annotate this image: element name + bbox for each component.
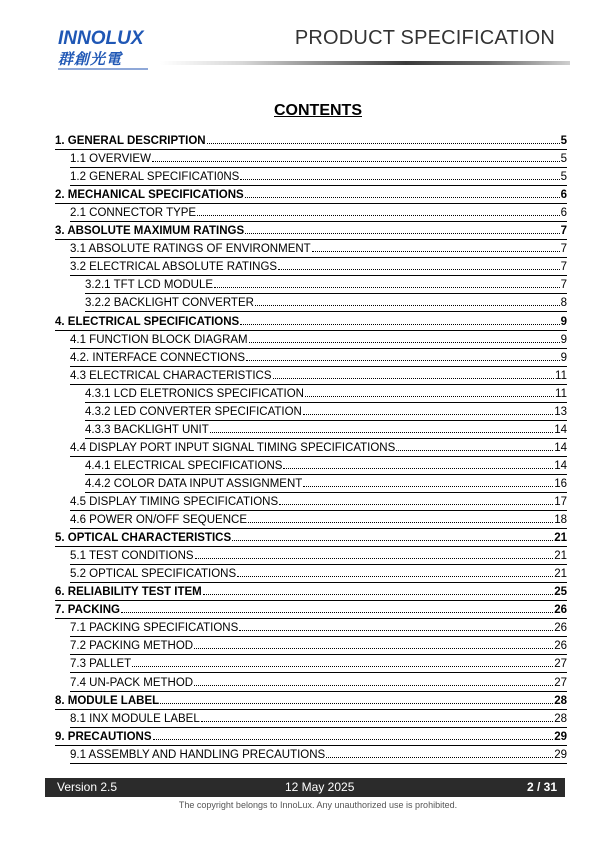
toc-entry-underline bbox=[85, 402, 567, 403]
toc-entry-page: 11 bbox=[555, 369, 567, 382]
toc-entry-title: 7.4 UN-PACK METHOD bbox=[70, 676, 194, 689]
toc-dot-leader bbox=[396, 440, 553, 451]
toc-entry-underline bbox=[55, 546, 567, 547]
toc-entry[interactable] bbox=[55, 711, 567, 725]
toc-entry-underline bbox=[85, 474, 567, 475]
toc-dot-leader bbox=[240, 169, 559, 180]
toc-entry-title: 8. MODULE LABEL bbox=[55, 694, 160, 707]
toc-dot-leader bbox=[152, 151, 560, 162]
toc-entry-underline bbox=[70, 510, 567, 511]
toc-entry-title: 7.1 PACKING SPECIFICATIONS bbox=[70, 622, 239, 635]
innolux-logo bbox=[58, 28, 154, 72]
toc-entry-underline bbox=[70, 456, 567, 457]
toc-entry[interactable] bbox=[55, 440, 567, 454]
toc-entry[interactable] bbox=[55, 747, 567, 761]
toc-entry[interactable] bbox=[55, 314, 567, 328]
toc-entry-title: 4.5 DISPLAY TIMING SPECIFICATIONS bbox=[70, 496, 279, 508]
toc-entry-title: 1. GENERAL DESCRIPTION bbox=[55, 135, 206, 147]
document-title: PRODUCT SPECIFICATION bbox=[294, 27, 555, 49]
toc-entry-underline bbox=[55, 149, 567, 150]
toc-entry-page: 5 bbox=[560, 135, 567, 147]
toc-entry-title: 3.2.2 BACKLIGHT CONVERTER bbox=[85, 297, 254, 310]
toc-entry-page: 18 bbox=[554, 514, 567, 527]
toc-entry-page: 21 bbox=[554, 550, 567, 563]
toc-entry-underline bbox=[55, 709, 567, 710]
toc-dot-leader bbox=[240, 314, 559, 325]
toc-dot-leader bbox=[203, 584, 553, 595]
toc-entry[interactable] bbox=[55, 241, 567, 255]
toc-entry-title: 7.2 PACKING METHOD bbox=[70, 640, 194, 653]
toc-entry-underline bbox=[70, 528, 567, 529]
toc-entry-title: 4.1 FUNCTION BLOCK DIAGRAM bbox=[70, 333, 248, 346]
toc-dot-leader bbox=[255, 295, 560, 306]
toc-dot-leader bbox=[121, 602, 553, 613]
toc-entry-underline bbox=[70, 636, 567, 637]
toc-entry[interactable] bbox=[55, 169, 567, 183]
toc-entry-page: 14 bbox=[554, 423, 567, 436]
toc-entry-page: 5 bbox=[560, 153, 567, 166]
toc-entry-title: 2. MECHANICAL SPECIFICATIONS bbox=[55, 189, 244, 202]
toc-entry[interactable] bbox=[55, 350, 567, 364]
toc-dot-leader bbox=[303, 404, 553, 415]
toc-entry[interactable] bbox=[55, 476, 567, 490]
toc-entry-page: 13 bbox=[554, 405, 567, 418]
toc-entry-title: 9.1 ASSEMBLY AND HANDLING PRECAUTIONS bbox=[70, 748, 326, 761]
toc-entry-underline bbox=[85, 438, 567, 439]
toc-entry-title: 4. ELECTRICAL SPECIFICATIONS bbox=[55, 315, 240, 328]
toc-entry-underline bbox=[55, 618, 567, 619]
toc-entry[interactable] bbox=[55, 638, 567, 652]
copyright-notice: The copyright belongs to InnoLux. Any unauthorized use is prohibited. bbox=[178, 800, 458, 810]
toc-entry-title: 5.2 OPTICAL SPECIFICATIONS bbox=[70, 568, 237, 581]
toc-entry-page: 7 bbox=[560, 279, 567, 292]
toc-entry-page: 27 bbox=[554, 658, 567, 671]
toc-entry-underline bbox=[70, 763, 567, 764]
logo-chinese-wordmark: 群創光電 bbox=[58, 50, 148, 70]
toc-entry[interactable] bbox=[55, 133, 567, 147]
toc-entry[interactable] bbox=[55, 422, 567, 436]
toc-entry[interactable] bbox=[55, 530, 567, 544]
toc-entry[interactable] bbox=[55, 332, 567, 346]
toc-entry-page: 27 bbox=[554, 676, 567, 689]
toc-dot-leader bbox=[279, 494, 553, 505]
toc-entry[interactable] bbox=[55, 548, 567, 562]
toc-entry[interactable] bbox=[55, 205, 567, 219]
toc-entry[interactable] bbox=[55, 620, 567, 634]
toc-dot-leader bbox=[195, 548, 554, 559]
toc-dot-leader bbox=[245, 223, 559, 234]
toc-dot-leader bbox=[194, 638, 553, 649]
toc-entry-page: 11 bbox=[555, 387, 567, 400]
toc-dot-leader bbox=[249, 332, 560, 343]
footer-page-number: 2 / 31 bbox=[526, 780, 557, 794]
toc-entry-title: 5.1 TEST CONDITIONS bbox=[70, 550, 194, 563]
toc-entry-title: 4.6 POWER ON/OFF SEQUENCE bbox=[70, 514, 247, 527]
toc-entry-page: 16 bbox=[554, 477, 567, 490]
toc-entry-title: 4.3 ELECTRICAL CHARACTERISTICS bbox=[70, 369, 272, 382]
toc-entry-underline bbox=[70, 384, 567, 385]
toc-entry[interactable] bbox=[55, 693, 567, 707]
toc-entry[interactable] bbox=[55, 277, 567, 291]
toc-entry-title: 4.4.2 COLOR DATA INPUT ASSIGNMENT bbox=[85, 477, 303, 490]
toc-entry-underline bbox=[70, 348, 567, 349]
toc-entry-title: 2.1 CONNECTOR TYPE bbox=[70, 207, 197, 220]
toc-entry-underline bbox=[70, 691, 567, 692]
toc-entry-underline bbox=[70, 221, 567, 222]
toc-entry-page: 7 bbox=[560, 261, 567, 274]
toc-entry-underline bbox=[85, 311, 567, 312]
toc-entry-underline bbox=[55, 600, 567, 601]
toc-entry-title: 7. PACKING bbox=[55, 604, 120, 617]
toc-entry-page: 5 bbox=[560, 171, 567, 184]
toc-entry-underline bbox=[70, 366, 567, 367]
toc-entry-title: 1.2 GENERAL SPECIFICATI0NS bbox=[70, 171, 240, 184]
toc-entry-page: 21 bbox=[554, 568, 567, 581]
toc-entry-title: 3.1 ABSOLUTE RATINGS OF ENVIRONMENT bbox=[70, 243, 311, 256]
toc-entry-underline bbox=[70, 727, 567, 728]
toc-dot-leader bbox=[326, 747, 553, 758]
toc-entry-page: 17 bbox=[554, 496, 567, 508]
toc-entry-underline bbox=[70, 185, 567, 186]
toc-dot-leader bbox=[278, 259, 560, 270]
toc-entry-page: 28 bbox=[554, 694, 567, 707]
toc-entry[interactable] bbox=[55, 259, 567, 273]
toc-dot-leader bbox=[245, 187, 560, 198]
toc-entry[interactable] bbox=[55, 151, 567, 165]
toc-entry-title: 4.3.2 LED CONVERTER SPECIFICATION bbox=[85, 405, 302, 418]
toc-entry-underline bbox=[70, 167, 567, 168]
toc-entry-page: 25 bbox=[554, 586, 567, 599]
toc-dot-leader bbox=[232, 530, 553, 541]
toc-dot-leader bbox=[153, 729, 554, 740]
toc-entry-title: 4.4 DISPLAY PORT INPUT SIGNAL TIMING SPECIFICATIONS bbox=[70, 441, 396, 454]
toc-entry-underline bbox=[85, 492, 567, 493]
toc-dot-leader bbox=[246, 350, 560, 361]
toc-dot-leader bbox=[248, 512, 553, 523]
toc-entry-underline bbox=[70, 672, 567, 673]
toc-entry-page: 14 bbox=[554, 459, 567, 472]
toc-entry-underline bbox=[55, 239, 567, 240]
header-divider bbox=[160, 61, 570, 65]
toc-dot-leader bbox=[194, 675, 553, 686]
contents-heading: CONTENTS bbox=[274, 102, 362, 119]
toc-dot-leader bbox=[207, 133, 560, 144]
toc-entry-title: 6. RELIABILITY TEST ITEM bbox=[55, 586, 202, 599]
toc-entry[interactable] bbox=[55, 187, 567, 201]
toc-entry-page: 6 bbox=[560, 207, 567, 220]
toc-entry[interactable] bbox=[55, 675, 567, 689]
footer-bar bbox=[45, 778, 565, 797]
toc-entry-title: 3. ABSOLUTE MAXIMUM RATINGS bbox=[55, 225, 245, 238]
toc-entry[interactable] bbox=[55, 223, 567, 237]
toc-entry-title: 4.3.1 LCD ELETRONICS SPECIFICATION bbox=[85, 387, 304, 400]
toc-entry-page: 29 bbox=[554, 730, 567, 743]
toc-entry-page: 7 bbox=[560, 243, 567, 256]
toc-entry-page: 9 bbox=[560, 333, 567, 346]
toc-entry-page: 14 bbox=[554, 441, 567, 454]
toc-entry-title: 5. OPTICAL CHARACTERISTICS bbox=[55, 532, 232, 545]
toc-entry-page: 7 bbox=[560, 225, 567, 238]
toc-entry[interactable] bbox=[55, 656, 567, 670]
toc-entry-title: 3.2 ELECTRICAL ABSOLUTE RATINGS bbox=[70, 261, 278, 274]
toc-entry-title: 3.2.1 TFT LCD MODULE bbox=[85, 279, 214, 292]
toc-entry[interactable] bbox=[55, 566, 567, 580]
toc-entry[interactable] bbox=[55, 602, 567, 616]
toc-entry-underline bbox=[55, 330, 567, 331]
toc-dot-leader bbox=[239, 620, 553, 631]
toc-dot-leader bbox=[132, 656, 553, 667]
footer-version: Version 2.5 bbox=[57, 780, 118, 794]
toc-entry-underline bbox=[55, 745, 567, 746]
toc-entry-title: 7.3 PALLET bbox=[70, 658, 132, 671]
toc-entry[interactable] bbox=[55, 295, 567, 309]
toc-dot-leader bbox=[273, 368, 555, 379]
toc-dot-leader bbox=[312, 241, 560, 252]
toc-dot-leader bbox=[201, 711, 553, 722]
toc-entry-underline bbox=[70, 257, 567, 258]
toc-entry[interactable] bbox=[55, 494, 567, 508]
toc-dot-leader bbox=[210, 422, 553, 433]
toc-entry-title: 9. PRECAUTIONS bbox=[55, 730, 152, 743]
toc-dot-leader bbox=[160, 693, 553, 704]
toc-entry-underline bbox=[85, 420, 567, 421]
toc-entry[interactable] bbox=[55, 368, 567, 382]
logo-wordmark: INNOLUX bbox=[58, 28, 144, 49]
toc-entry-underline bbox=[70, 654, 567, 655]
footer-date: 12 May 2025 bbox=[285, 780, 355, 794]
toc-entry-page: 8 bbox=[560, 297, 567, 310]
toc-entry-title: 8.1 INX MODULE LABEL bbox=[70, 712, 200, 725]
toc-entry-underline bbox=[70, 275, 567, 276]
toc-entry-page: 26 bbox=[554, 640, 567, 653]
toc-entry-underline bbox=[85, 293, 567, 294]
toc-dot-leader bbox=[303, 476, 553, 487]
toc-entry-title: 1.1 OVERVIEW bbox=[70, 153, 151, 166]
toc-entry-underline bbox=[55, 203, 567, 204]
toc-entry[interactable] bbox=[55, 729, 567, 743]
toc-dot-leader bbox=[197, 205, 559, 216]
toc-entry-page: 9 bbox=[560, 315, 567, 328]
toc-entry-underline bbox=[70, 564, 567, 565]
toc-dot-leader bbox=[283, 458, 553, 469]
toc-dot-leader bbox=[305, 386, 554, 397]
toc-entry[interactable] bbox=[55, 404, 567, 418]
toc-entry-title: 4.2. INTERFACE CONNECTIONS bbox=[70, 351, 246, 364]
toc-entry[interactable] bbox=[55, 512, 567, 526]
toc-entry-page: 29 bbox=[554, 748, 567, 761]
toc-entry-page: 26 bbox=[554, 604, 567, 617]
toc-entry[interactable] bbox=[55, 458, 567, 472]
toc-entry-page: 21 bbox=[554, 532, 567, 545]
toc-entry-title: 4.3.3 BACKLIGHT UNIT bbox=[85, 423, 209, 436]
toc-entry-page: 28 bbox=[554, 712, 567, 725]
toc-entry[interactable] bbox=[55, 584, 567, 598]
toc-entry-page: 6 bbox=[560, 189, 567, 202]
toc-entry-page: 26 bbox=[554, 622, 567, 635]
toc-dot-leader bbox=[237, 566, 553, 577]
toc-entry[interactable] bbox=[55, 386, 567, 400]
toc-entry-title: 4.4.1 ELECTRICAL SPECIFICATIONS bbox=[85, 459, 283, 472]
toc-entry-page: 9 bbox=[560, 351, 567, 364]
toc-entry-underline bbox=[70, 582, 567, 583]
toc-dot-leader bbox=[214, 277, 560, 288]
